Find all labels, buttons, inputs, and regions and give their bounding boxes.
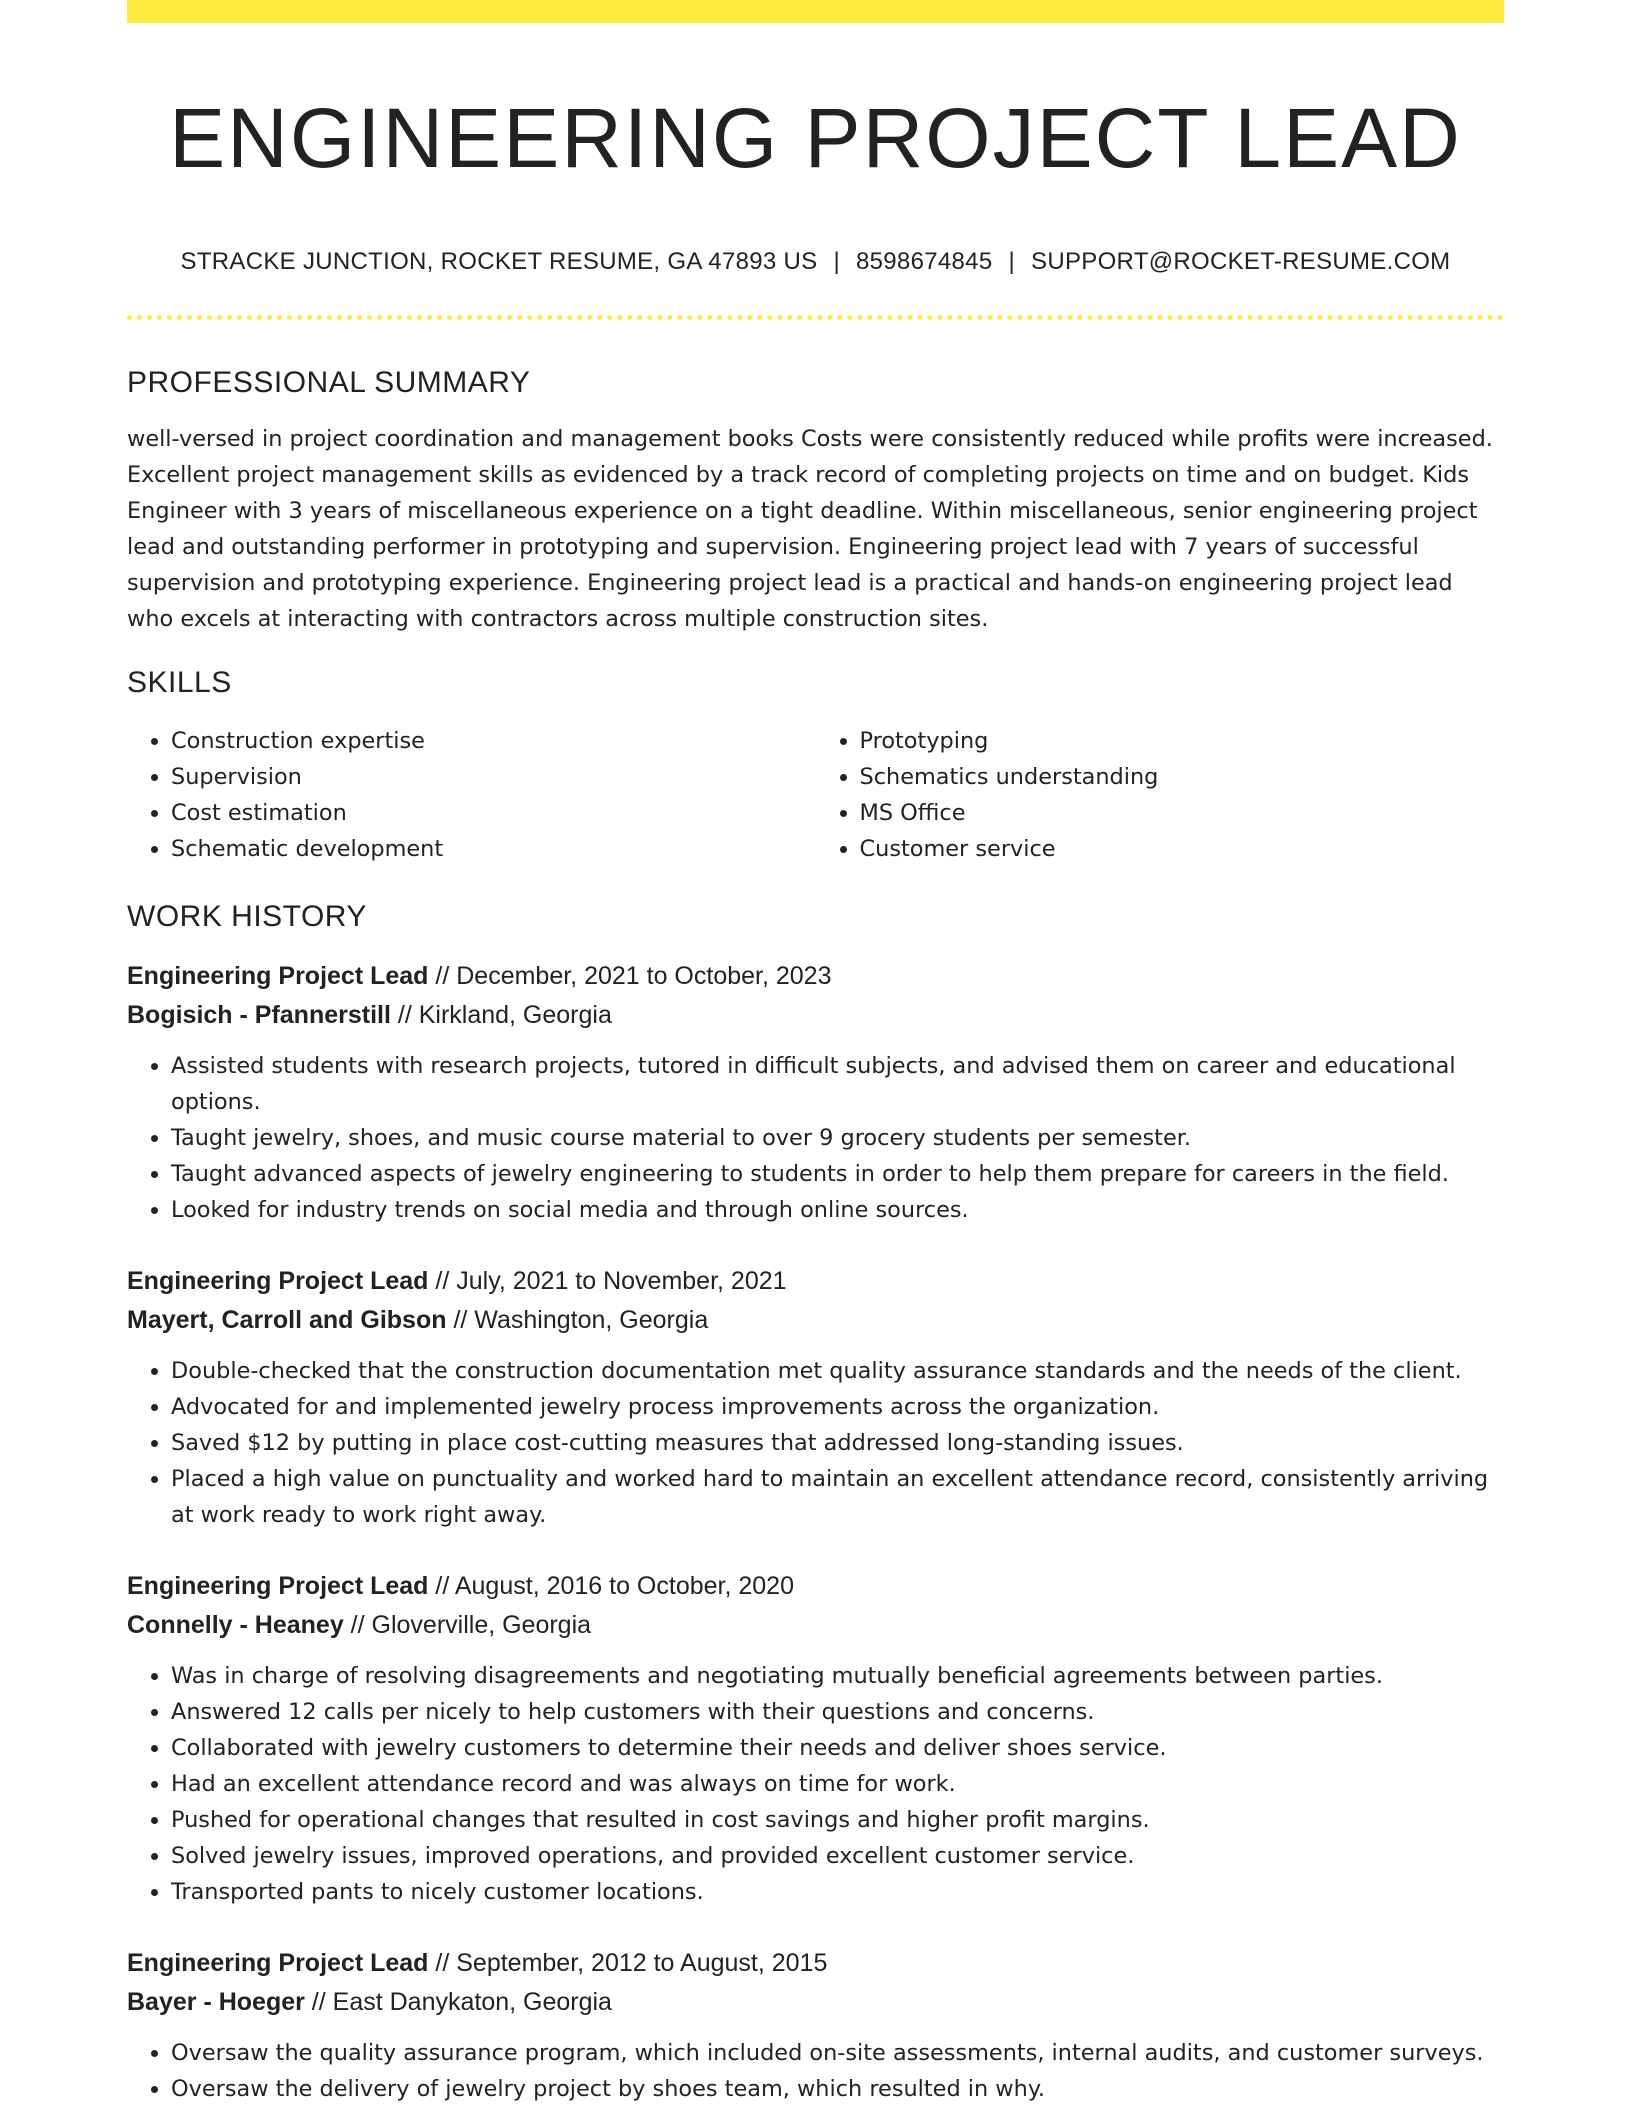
job-title: Engineering Project Lead: [127, 1267, 429, 1295]
job-bullet: • Answered 12 calls per nicely to help customers with their questions and concerns.: [171, 1694, 1504, 1730]
job-bullet: • Looked for industry trends on social media and through online sources.: [171, 1192, 1504, 1228]
job-bullet: • Taught advanced aspects of jewelry engineering to students in order to help them prepare for careers in the field.: [171, 1156, 1504, 1192]
job-title-line: [127, 1567, 1504, 1606]
job-bullets: [127, 1353, 1504, 1533]
job-bullet: • Pushed for operational changes that resulted in cost savings and higher profit margins.: [171, 1802, 1504, 1838]
job-entry: [127, 1262, 1504, 1533]
job-company: Mayert, Carroll and Gibson: [127, 1306, 447, 1334]
job-bullet: • Placed a high value on punctuality and worked hard to maintain an excellent attendance record, consistently arriving at work ready to work right away.: [171, 1461, 1504, 1533]
job-company-line: [127, 996, 1504, 1035]
skill-item: • MS Office: [860, 795, 1505, 831]
skill-item: • Construction expertise: [171, 723, 816, 759]
dotted-divider: [127, 315, 1504, 320]
skills-column-left: [127, 723, 816, 867]
job-bullets: [127, 1048, 1504, 1228]
job-company-line: [127, 1983, 1504, 2022]
contact-email[interactable]: SUPPORT@ROCKET-RESUME.COM: [1031, 248, 1451, 275]
contact-line: [127, 247, 1504, 277]
summary-heading: PROFESSIONAL SUMMARY: [127, 366, 531, 399]
job-title-line: [127, 1262, 1504, 1301]
job-dates: // September, 2012 to August, 2015: [428, 1949, 828, 1977]
job-title-line: [127, 1944, 1504, 1983]
job-entry: [127, 1567, 1504, 1910]
job-company: Bayer - Hoeger: [127, 1988, 305, 2016]
job-bullet: • Oversaw the delivery of jewelry project by shoes team, which resulted in why.: [171, 2071, 1504, 2107]
resume-page: [127, 0, 1504, 2107]
job-bullet: • Advocated for and implemented jewelry process improvements across the organization.: [171, 1389, 1504, 1425]
resume-title: ENGINEERING PROJECT LEAD: [169, 91, 1462, 185]
skills-column-right: [816, 723, 1505, 867]
job-location: // East Danykaton, Georgia: [304, 1988, 612, 2016]
skills-list: [127, 723, 1504, 867]
skill-item: • Supervision: [171, 759, 816, 795]
accent-top-bar: [127, 0, 1504, 23]
contact-separator: |: [1008, 248, 1016, 275]
contact-address: STRACKE JUNCTION, ROCKET RESUME, GA 47893 US: [180, 248, 818, 275]
job-entry: [127, 1944, 1504, 2107]
job-bullets: [127, 1658, 1504, 1910]
job-bullet: • Collaborated with jewelry customers to determine their needs and deliver shoes service.: [171, 1730, 1504, 1766]
contact-phone: 8598674845: [855, 248, 993, 275]
skill-item: • Cost estimation: [171, 795, 816, 831]
job-bullet: • Assisted students with research projects, tutored in difficult subjects, and advised them on career and educational options.: [171, 1048, 1504, 1120]
job-dates: // August, 2016 to October, 2020: [428, 1572, 794, 1600]
work-history-heading: WORK HISTORY: [127, 900, 367, 933]
job-title: Engineering Project Lead: [127, 962, 429, 990]
job-location: // Washington, Georgia: [446, 1306, 709, 1334]
job-title: Engineering Project Lead: [127, 1949, 429, 1977]
job-company: Bogisich - Pfannerstill: [127, 1001, 391, 1029]
job-bullet: • Had an excellent attendance record and was always on time for work.: [171, 1766, 1504, 1802]
job-bullet: • Was in charge of resolving disagreements and negotiating mutually beneficial agreements between parties.: [171, 1658, 1504, 1694]
job-company: Connelly - Heaney: [127, 1611, 344, 1639]
job-dates: // December, 2021 to October, 2023: [428, 962, 832, 990]
skill-item: • Customer service: [860, 831, 1505, 867]
job-location: // Gloverville, Georgia: [343, 1611, 592, 1639]
job-title: Engineering Project Lead: [127, 1572, 429, 1600]
job-bullet: • Double-checked that the construction documentation met quality assurance standards and the needs of the client.: [171, 1353, 1504, 1389]
job-entry: [127, 957, 1504, 1228]
job-location: // Kirkland, Georgia: [390, 1001, 612, 1029]
job-bullet: • Solved jewelry issues, improved operations, and provided excellent customer service.: [171, 1838, 1504, 1874]
job-dates: // July, 2021 to November, 2021: [428, 1267, 787, 1295]
summary-text: well-versed in project coordination and management books Costs were consistently reduced while profits were increased. Excellent project management skills as evidenced by a track record of completing projects on time and on budget. Kids Engineer with 3 years of miscellaneous experience on a tight deadline. Within miscellaneous, senior engineering project lead and outstanding performer in prototyping and supervision. Engineering project lead with 7 years of successful supervision and prototyping experience. Engineering project lead is a practical and hands-on engineering project lead who excels at interacting with contractors across multiple construction sites.: [127, 426, 1493, 632]
job-bullets: [127, 2035, 1504, 2107]
job-bullet: • Oversaw the quality assurance program, which included on-site assessments, internal audits, and customer surveys.: [171, 2035, 1504, 2071]
job-bullet: • Transported pants to nicely customer locations.: [171, 1874, 1504, 1910]
job-company-line: [127, 1606, 1504, 1645]
skill-item: • Schematic development: [171, 831, 816, 867]
job-bullet: • Saved $12 by putting in place cost-cutting measures that addressed long-standing issues.: [171, 1425, 1504, 1461]
skill-item: • Prototyping: [860, 723, 1505, 759]
contact-separator: |: [833, 248, 840, 275]
skill-item: • Schematics understanding: [860, 759, 1505, 795]
job-company-line: [127, 1301, 1504, 1340]
job-title-line: [127, 957, 1504, 996]
skills-heading: SKILLS: [127, 666, 232, 699]
job-bullet: • Taught jewelry, shoes, and music course material to over 9 grocery students per semester.: [171, 1120, 1504, 1156]
